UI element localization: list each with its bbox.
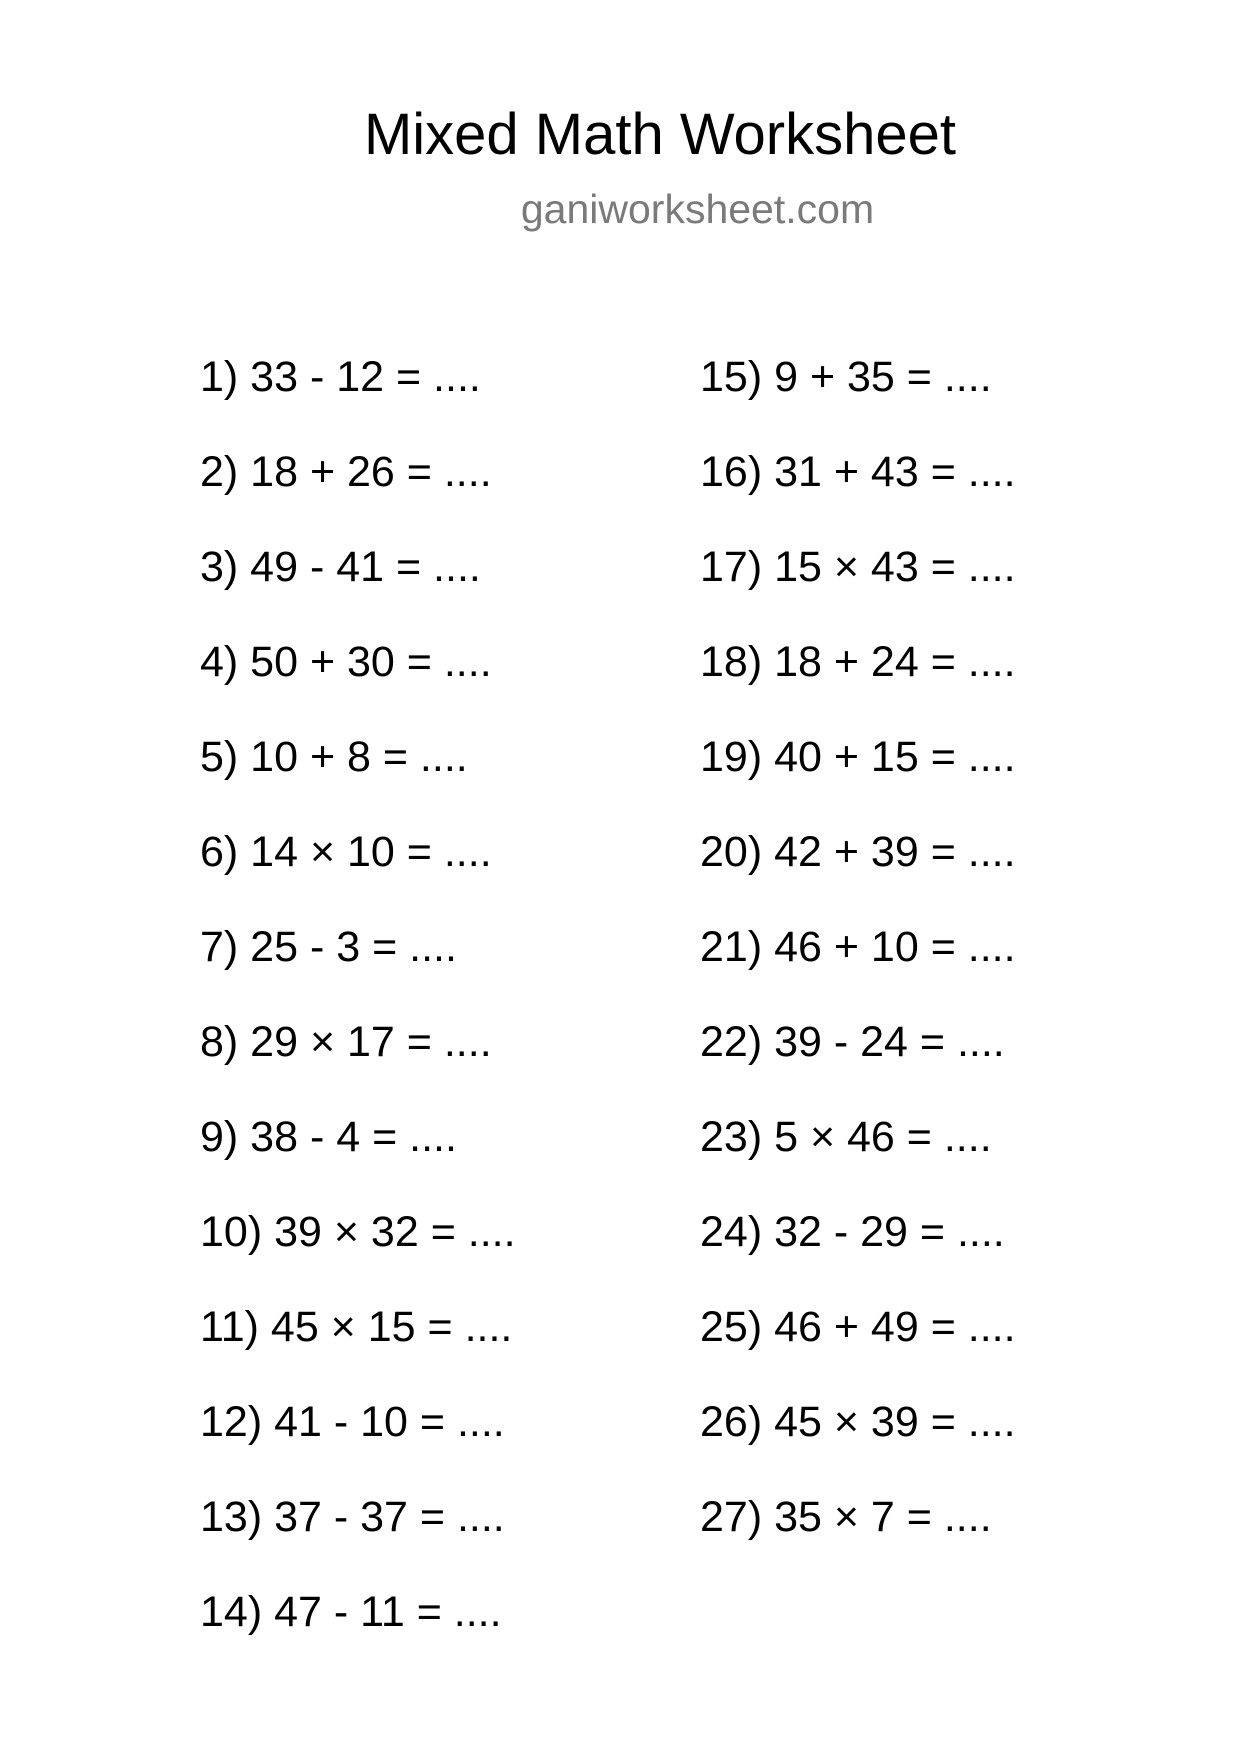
math-problem: 10) 39 × 32 = .... <box>200 1208 516 1256</box>
math-problem: 26) 45 × 39 = .... <box>700 1398 1016 1446</box>
problem-list-left <box>200 347 516 1677</box>
math-problem: 21) 46 + 10 = .... <box>700 923 1016 971</box>
math-problem: 19) 40 + 15 = .... <box>700 733 1016 781</box>
math-problem: 18) 18 + 24 = .... <box>700 638 1016 686</box>
math-problem: 15) 9 + 35 = .... <box>700 353 992 401</box>
math-problem: 22) 39 - 24 = .... <box>700 1018 1005 1066</box>
math-problem: 2) 18 + 26 = .... <box>200 448 492 496</box>
math-problem: 16) 31 + 43 = .... <box>700 448 1016 496</box>
page-title: Mixed Math Worksheet <box>363 102 957 167</box>
math-problem: 4) 50 + 30 = .... <box>200 638 492 686</box>
math-problem: 17) 15 × 43 = .... <box>700 543 1016 591</box>
math-problem: 12) 41 - 10 = .... <box>200 1398 505 1446</box>
math-problem: 14) 47 - 11 = .... <box>200 1588 502 1636</box>
math-problem: 23) 5 × 46 = .... <box>700 1113 992 1161</box>
math-problem: 6) 14 × 10 = .... <box>200 828 492 876</box>
math-problem: 25) 46 + 49 = .... <box>700 1303 1016 1351</box>
math-problem: 8) 29 × 17 = .... <box>200 1018 492 1066</box>
math-problem: 5) 10 + 8 = .... <box>200 733 468 781</box>
math-problem: 1) 33 - 12 = .... <box>200 353 481 401</box>
website-credit: ganiworksheet.com <box>520 186 875 232</box>
problem-list-right <box>700 347 1016 1582</box>
math-problem: 3) 49 - 41 = .... <box>200 543 481 591</box>
math-problem: 11) 45 × 15 = .... <box>200 1303 513 1351</box>
math-problem: 9) 38 - 4 = .... <box>200 1113 457 1161</box>
math-problem: 24) 32 - 29 = .... <box>700 1208 1005 1256</box>
math-problem: 27) 35 × 7 = .... <box>700 1493 992 1541</box>
math-problem: 7) 25 - 3 = .... <box>200 923 457 971</box>
math-problem: 20) 42 + 39 = .... <box>700 828 1016 876</box>
math-problem: 13) 37 - 37 = .... <box>200 1493 505 1541</box>
